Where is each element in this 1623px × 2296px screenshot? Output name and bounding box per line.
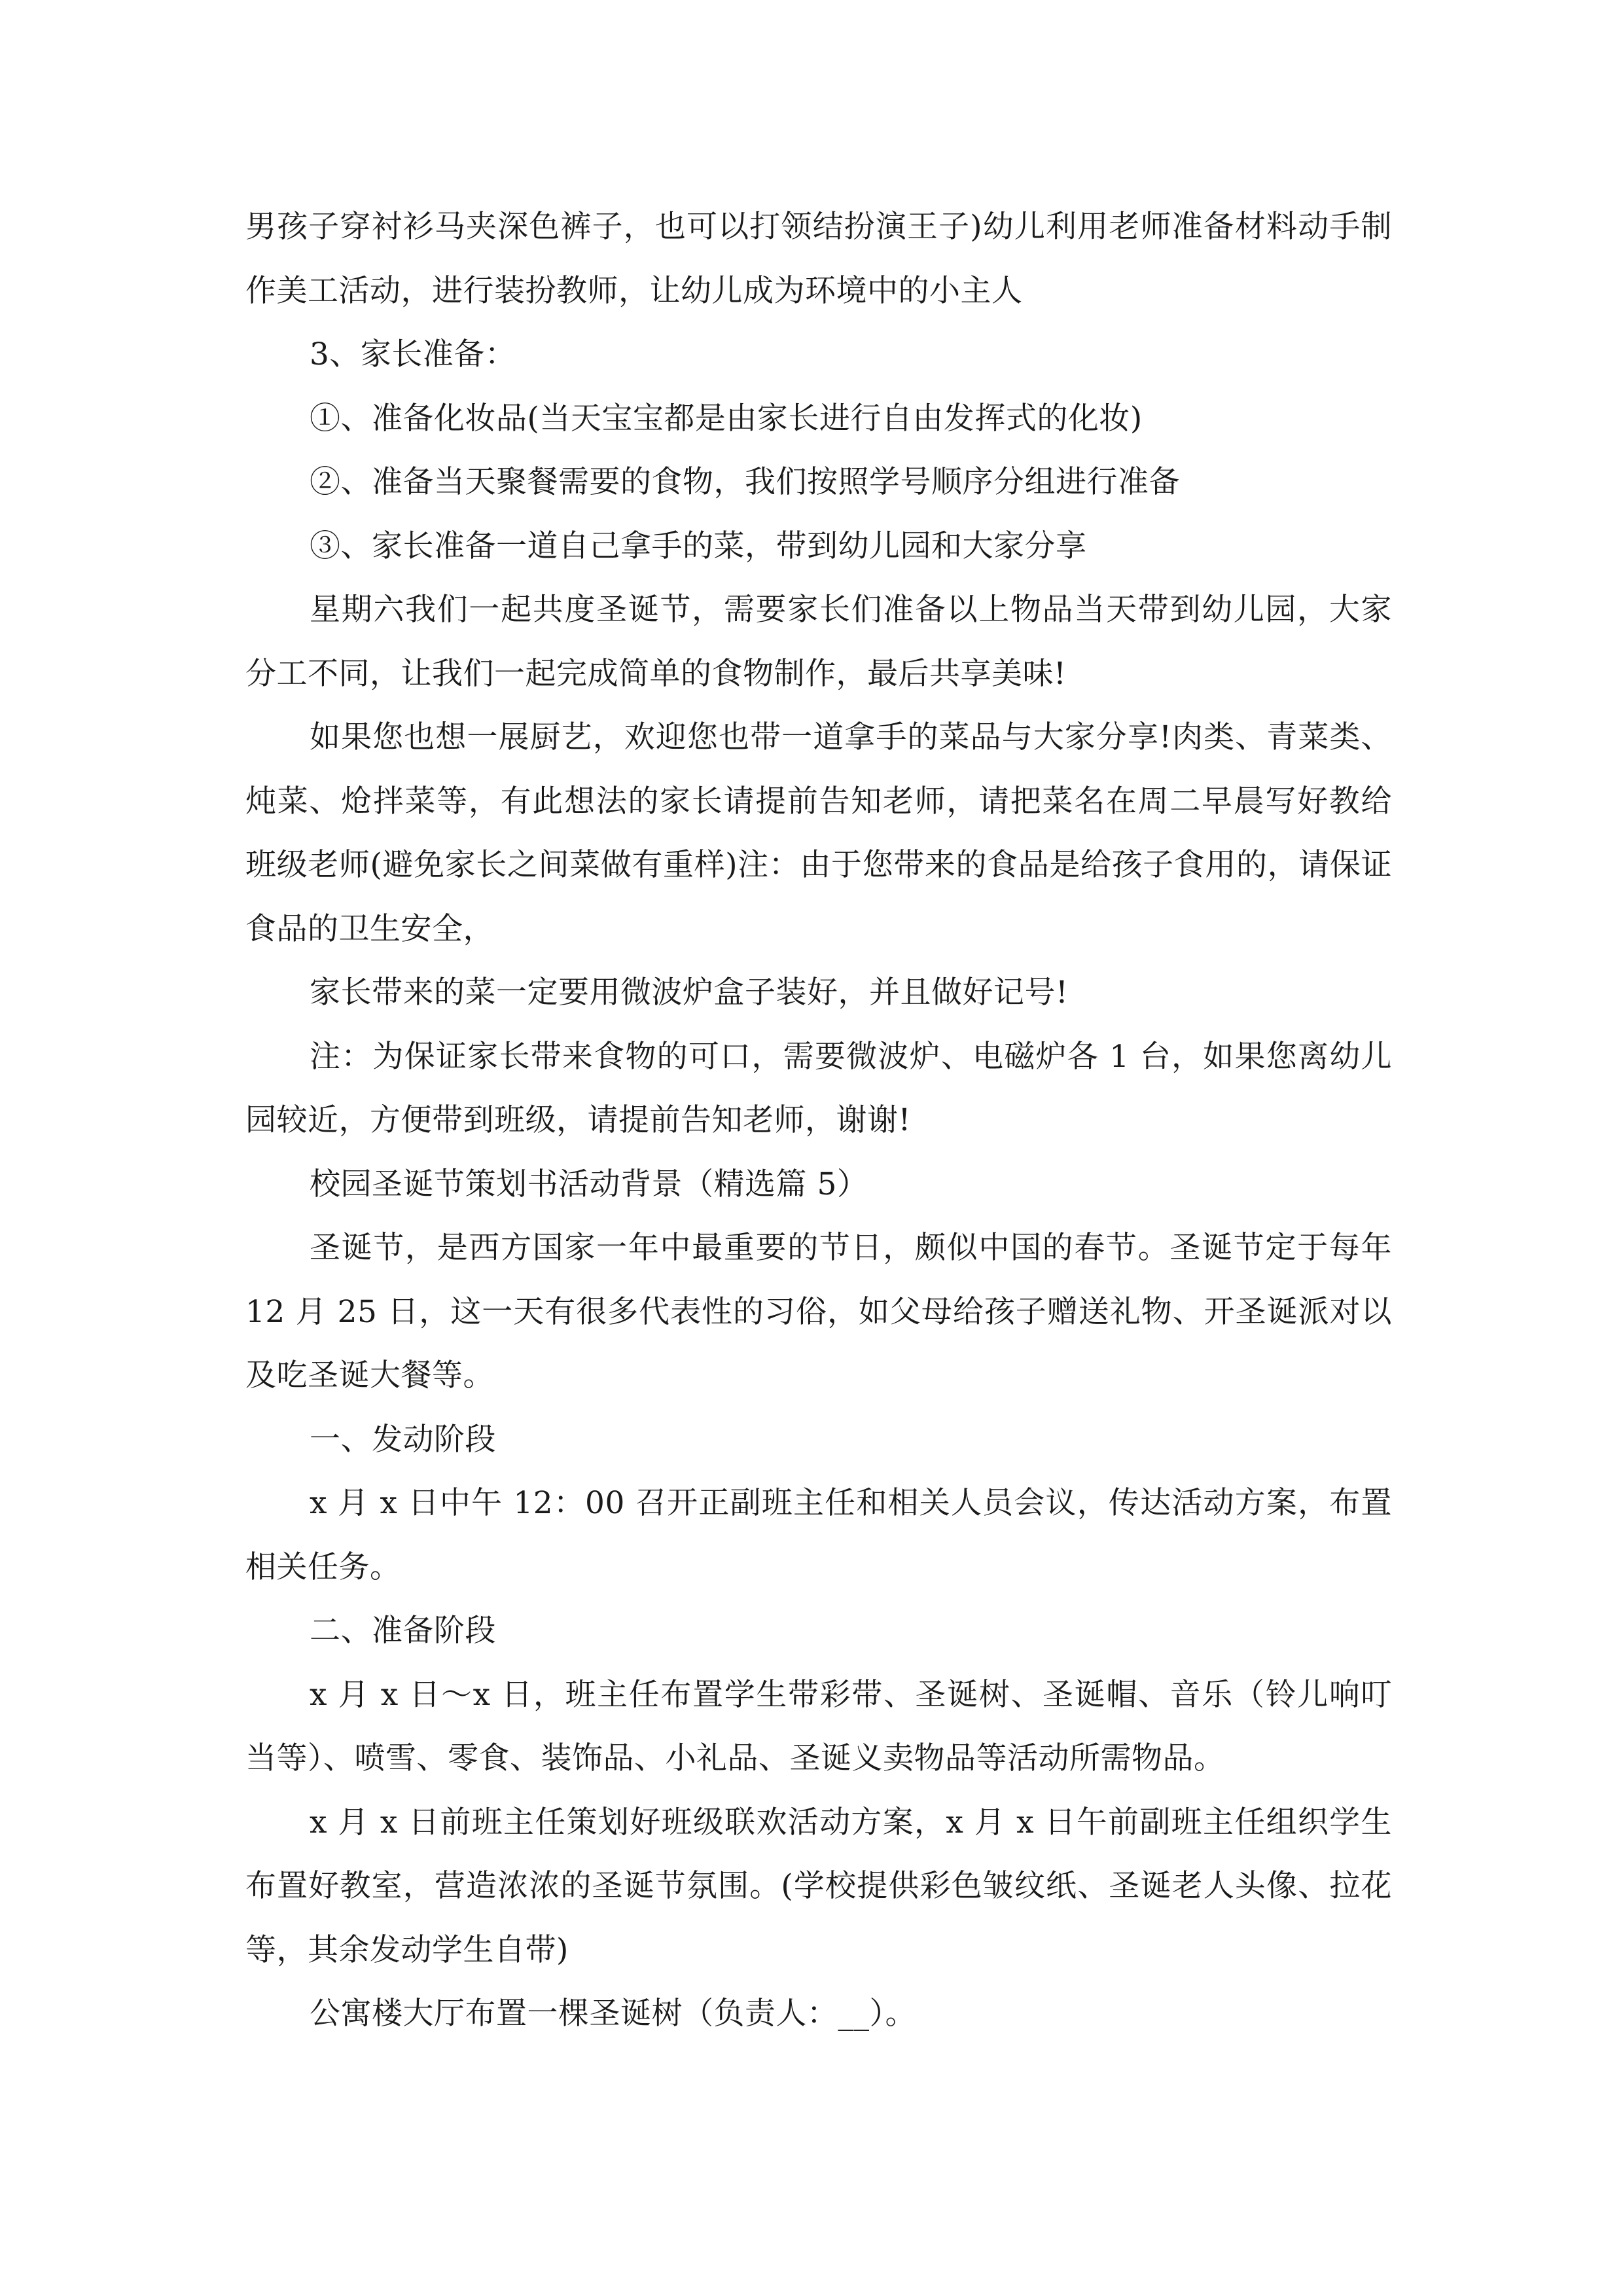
document-body [245,195,1392,2046]
paragraph: 如果您也想一展厨艺，欢迎您也带一道拿手的菜品与大家分享!肉类、青菜类、炖菜、炝拌菜等，有此想法的家长请提前告知老师，请把菜名在周二早晨写好教给班级老师(避免家长之间菜做有重样)注：由于您带来的食品是给孩子食用的，请保证食品的卫生安全， [245,719,1392,947]
paragraph: 3、家长准备： [310,336,516,372]
paragraph: x 月 x 日～x 日，班主任布置学生带彩带、圣诞树、圣诞帽、音乐（铃儿响叮当等）、喷雪、零食、装饰品、小礼品、圣诞义卖物品等活动所需物品。 [245,1676,1392,1776]
section-heading: 校园圣诞节策划书活动背景（精选篇 5） [310,1166,868,1202]
paragraph: ①、准备化妆品(当天宝宝都是由家长进行自由发挥式的化妆) [310,400,1143,437]
paragraph: ③、家长准备一道自己拿手的菜，带到幼儿园和大家分享 [310,528,1087,564]
paragraph: 公寓楼大厅布置一棵圣诞树（负责人：__）。 [310,1996,916,2032]
paragraph: x 月 x 日中午 12：00 召开正副班主任和相关人员会议，传达活动方案，布置相关任务。 [245,1485,1392,1585]
paragraph: 注：为保证家长带来食物的可口，需要微波炉、电磁炉各 1 台，如果您离幼儿园较近，方便带到班级，请提前告知老师，谢谢! [245,1038,1392,1138]
stage-heading: 一、发动阶段 [310,1421,496,1458]
paragraph: 男孩子穿衬衫马夹深色裤子，也可以打领结扮演王子)幼儿利用老师准备材料动手制作美工活动，进行装扮教师，让幼儿成为环境中的小主人 [245,209,1392,309]
stage-heading: 二、准备阶段 [310,1613,496,1649]
paragraph: 星期六我们一起共度圣诞节，需要家长们准备以上物品当天带到幼儿园，大家分工不同，让我们一起完成简单的食物制作，最后共享美味! [245,592,1392,692]
paragraph: ②、准备当天聚餐需要的食物，我们按照学号顺序分组进行准备 [310,464,1180,500]
paragraph: x 月 x 日前班主任策划好班级联欢活动方案，x 月 x 日午前副班主任组织学生布置好教室，营造浓浓的圣诞节氛围。(学校提供彩色皱纹纸、圣诞老人头像、拉花等，其余发动学生自带) [245,1804,1392,1968]
paragraph: 家长带来的菜一定要用微波炉盒子装好，并且做好记号! [310,975,1069,1011]
paragraph: 圣诞节，是西方国家一年中最重要的节日，颇似中国的春节。圣诞节定于每年 12 月 25 日，这一天有很多代表性的习俗，如父母给孩子赠送礼物、开圣诞派对以及吃圣诞大餐等。 [245,1230,1392,1393]
